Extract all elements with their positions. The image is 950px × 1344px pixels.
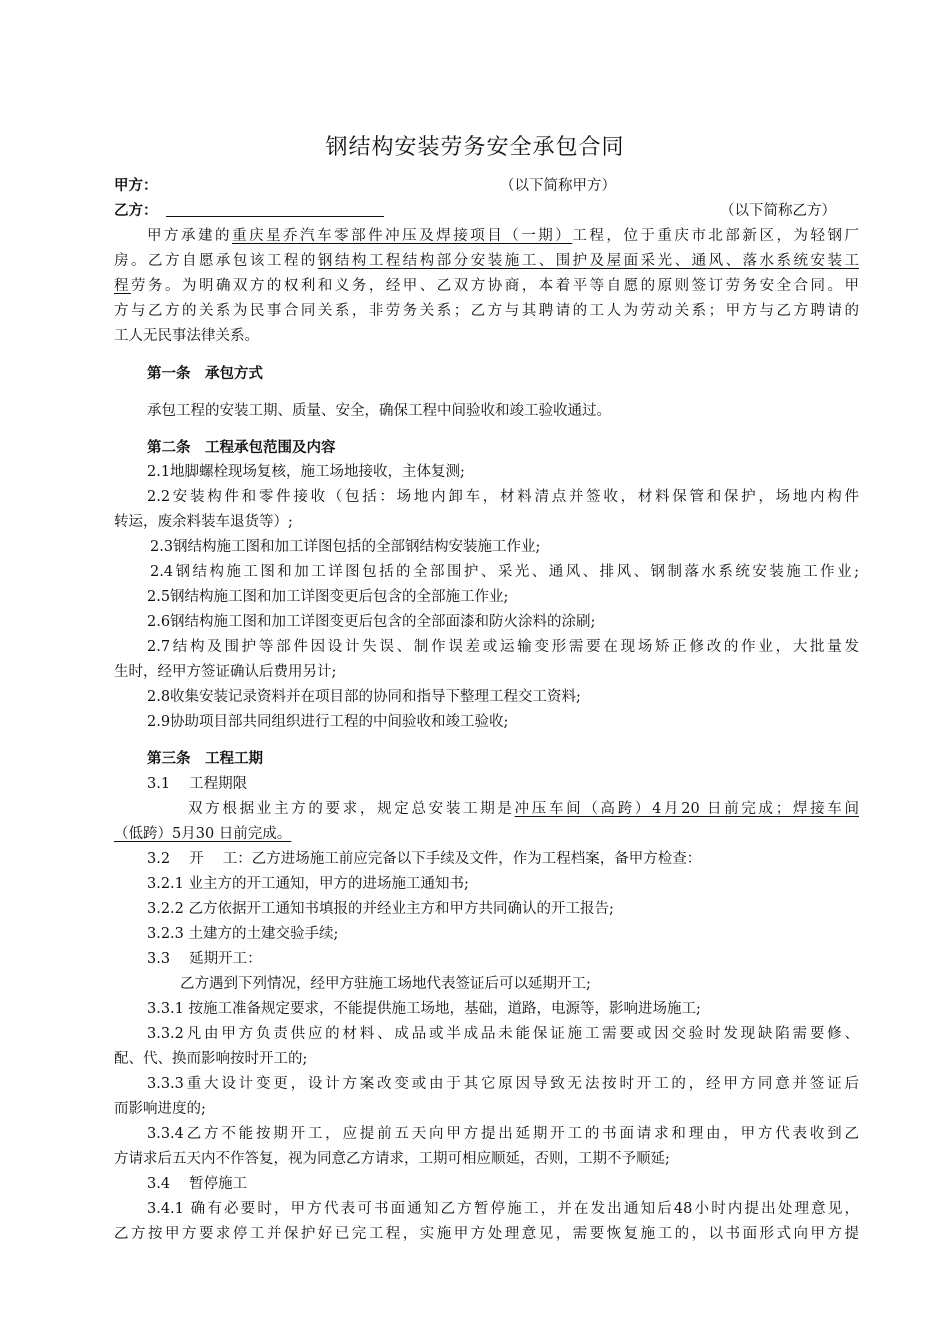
article-2-heading: 第二条 工程承包范围及内容 <box>147 439 336 456</box>
clause-3-2-1: 3.2.1 业主方的开工通知，甲方的进场施工通知书; <box>147 876 469 892</box>
intro-line-3: 程劳务。为明确双方的权利和义务，经甲、乙双方协商，本着平等自愿的原则签订劳务安全合同。甲 <box>114 278 860 294</box>
article-2-item: 2.2安装构件和零件接收（包括：场地内卸车，材料清点并签收，材料保管和保护，场地内构件 <box>147 489 859 505</box>
party-b-note: （以下简称乙方） <box>720 203 836 219</box>
clause-3-2-3: 3.2.3 土建方的土建交验手续; <box>147 926 339 942</box>
document-title: 钢结构安装劳务安全承包合同 <box>325 135 625 160</box>
clause-3-3: 3.3 延期开工： <box>147 951 262 967</box>
intro-line-5: 工人无民事法律关系。 <box>114 328 259 344</box>
clause-3-3-2-cont: 配、代、换而影响按时开工的; <box>114 1051 308 1067</box>
clause-3-3-4: 3.3.4乙方不能按期开工，应提前五天向甲方提出延期开工的书面请求和理由，甲方代表收到乙 <box>147 1126 859 1142</box>
clause-3-4-1-cont: 乙方按甲方要求停工并保护好已完工程，实施甲方处理意见，需要恢复施工的，以书面形式向甲方提 <box>114 1226 859 1242</box>
intro-line-1: 甲方承建的重庆星乔汽车零部件冲压及焊接项目（一期）工程，位于重庆市北部新区，为轻钢厂 <box>147 228 860 244</box>
clause-3-2: 3.2 开 工：乙方进场施工前应完备以下手续及文件，作为工程档案，备甲方检查： <box>147 851 702 867</box>
clause-3-1: 3.1 工程期限 <box>147 776 248 792</box>
clause-3-3-1: 3.3.1 按施工准备规定要求，不能提供施工场地，基础，道路，电源等，影响进场施工; <box>147 1001 701 1017</box>
project-name: 重庆星乔汽车零部件冲压及焊接项目（一期） <box>232 228 573 244</box>
clause-3-3-3-cont: 而影响进度的; <box>114 1101 206 1117</box>
article-1-heading: 第一条 承包方式 <box>147 365 263 382</box>
clause-3-3-4-cont: 方请求后五天内不作答复，视为同意乙方请求，工期可相应顺延，否则，工期不予顺延; <box>114 1151 670 1167</box>
party-b-line <box>114 201 859 221</box>
schedule-welding: （低跨）5月30 日前完成。 <box>114 826 292 842</box>
contract-scope: 钢结构工程结构部分安装施工、围护及屋面采光、通风、落水系统安装工 <box>317 253 859 269</box>
article-2-item: 2.3钢结构施工图和加工详图包括的全部钢结构安装施工作业; <box>150 539 541 555</box>
party-a-label: 甲方： <box>114 177 158 194</box>
party-a-line <box>114 176 859 196</box>
intro-line-4: 方与乙方的关系为民事合同关系，非劳务关系；乙方与其聘请的工人为劳动关系；甲方与乙方聘请的 <box>114 303 859 319</box>
article-2-item-cont: 转运，废余料装车退货等）; <box>114 514 293 530</box>
article-3-heading: 第三条 工程工期 <box>147 750 263 767</box>
party-b-label: 乙方： <box>114 202 158 219</box>
intro-line-2: 房。乙方自愿承包该工程的钢结构工程结构部分安装施工、围护及屋面采光、通风、落水系统安装工 <box>114 253 859 269</box>
schedule-stamping: 冲压车间（高跨）4月20 日前完成；焊接车间 <box>514 801 859 817</box>
clause-3-4-1: 3.4.1 确有必要时，甲方代表可书面通知乙方暂停施工，并在发出通知后48小时内提出处理意见， <box>147 1201 859 1217</box>
article-2-item-cont: 生时，经甲方签证确认后费用另计; <box>114 664 337 680</box>
clause-3-2-2: 3.2.2 乙方依据开工通知书填报的并经业主方和甲方共同确认的开工报告; <box>147 901 614 917</box>
clause-3-3-3: 3.3.3重大设计变更，设计方案改变或由于其它原因导致无法按时开工的，经甲方同意并签证后 <box>147 1076 859 1092</box>
article-1-body: 承包工程的安装工期、质量、安全，确保工程中间验收和竣工验收通过。 <box>147 403 611 419</box>
article-2-item: 2.6钢结构施工图和加工详图变更后包含的全部面漆和防火涂料的涂刷; <box>147 614 596 630</box>
article-2-item: 2.5钢结构施工图和加工详图变更后包含的全部施工作业; <box>147 589 509 605</box>
party-b-blank-field <box>166 202 384 217</box>
article-2-item: 2.1地脚螺栓现场复核，施工场地接收，主体复测; <box>147 464 465 480</box>
clause-3-1-body: 双方根据业主方的要求，规定总安装工期是冲压车间（高跨）4月20 日前完成；焊接车间 <box>188 801 859 817</box>
article-2-item: 2.9协助项目部共同组织进行工程的中间验收和竣工验收; <box>147 714 509 730</box>
clause-3-1-body-cont <box>114 824 859 844</box>
article-2-item: 2.4钢结构施工图和加工详图包括的全部围护、采光、通风、排风、钢制落水系统安装施工作业; <box>150 564 859 580</box>
clause-3-4: 3.4 暂停施工 <box>147 1176 248 1192</box>
clause-3-3-body: 乙方遇到下列情况，经甲方驻施工场地代表签证后可以延期开工; <box>180 976 591 992</box>
article-2-item: 2.7结构及围护等部件因设计失误、制作误差或运输变形需要在现场矫正修改的作业，大批量发 <box>147 639 859 655</box>
party-a-note: （以下简称甲方） <box>500 178 616 194</box>
clause-3-3-2: 3.3.2凡由甲方负责供应的材料、成品或半成品未能保证施工需要或因交验时发现缺陷需要修、 <box>147 1026 859 1042</box>
article-2-item: 2.8收集安装记录资料并在项目部的协同和指导下整理工程交工资料; <box>147 689 581 705</box>
